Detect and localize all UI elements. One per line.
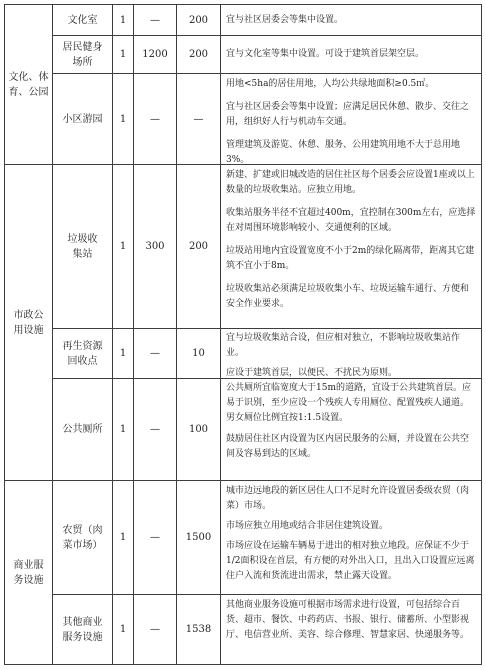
facility-land: — [150,532,160,543]
note-paragraph: 管理建筑及游览、休憩、服务、公用建筑用地不大于总用地3%。 [226,140,461,165]
facility-count: 1 [119,532,127,543]
note-paragraph: 用地<5ha的居住用地，人均公共绿地面积≥0.5㎡。 [226,79,435,89]
note-paragraph: 城市边远地段的新区居住人口不足时允许设置居委级农贸（肉菜）市场。 [226,486,470,511]
category-cell: 文化、体育、公园 [8,71,49,98]
note-paragraph: 公共厕所宜临宽度大于15m的道路，宜设于公共建筑首层。应易于识别，至少应设一个残疾人专用厕位、配置残疾人通道。男女厕位比例宜按1:1.5设置。 [226,383,471,423]
table-right-border [481,4,482,665]
facility-count: 1 [119,49,127,60]
facility-land: 300 [145,241,165,252]
facility-count: 1 [119,14,127,26]
facility-name: 公共厕所 [62,424,103,435]
note-paragraph: 宜与垃圾收集站合设，但应相对独立，不影响垃圾收集站作业。 [226,333,461,358]
note-paragraph: 其他商业服务设施可根据市场需求进行设置，可包括综合百货、超市、餐饮、中药药店、书报、银行、储蓄所、小型影视厅、电信营业所、美容、综合修理、智慧家居、快递服务等。 [226,600,470,640]
facility-area: 200 [188,49,209,60]
facility-count: 1 [119,424,127,435]
facility-notes [226,168,476,312]
facility-count: 1 [119,241,127,252]
facility-name: 农贸（肉菜市场） [62,524,103,551]
note-paragraph: 市场应独立用地或结合非居住建筑设置。 [226,521,389,531]
facility-area: 1500 [185,532,212,543]
facility-area: 100 [188,424,209,435]
facility-land: — [150,424,160,435]
facility-land: — [150,348,160,359]
facility-land: — [150,14,160,26]
facility-name: 其他商业服务设施 [62,616,103,643]
note-paragraph: 宜与社区居委会等集中设置。 [226,14,344,25]
facility-land: — [150,624,160,635]
note-paragraph: 宜与社区居委会等集中设置；应满足居民休憩、散步、交往之用，组织好人行与机动车交通。 [226,102,470,127]
category-cell: 商业服务设施 [13,559,44,586]
category-cell: 市政公用设施 [13,309,44,336]
column-divider [220,4,221,665]
facility-count: 1 [119,348,127,359]
note-paragraph: 垃圾收集站必须满足垃圾收集小车、垃圾运输车通行、方便和安全作业要求。 [226,284,470,309]
facility-notes [226,5,476,35]
facility-notes [226,77,476,168]
note-paragraph: 市场应设在运输车辆易于进出的相对独立地段。应保证不少于1/2面积设在首层，有方便的对外出入口，且出入口设置应远离住户入流和货流进出需求，禁止露天设置。 [226,541,475,581]
facility-area: 10 [192,348,205,359]
note-paragraph: 宜与文化室等集中设置。可设于建筑首层架空层。 [226,49,425,59]
facility-notes [226,598,476,643]
facility-name: 居民健身场所 [62,41,103,68]
note-paragraph: 应设于建筑首层，以便民、不扰民为原则。 [226,368,398,378]
note-paragraph: 新建、扩建或旧城改造的居住社区每个居委会应设置1座或以上数量的垃圾收集站。应独立用地。 [226,170,475,195]
facility-land: — [150,113,160,125]
note-paragraph: 鼓励居住社区内设置为区内居民服务的公厕，并设置在公共空间及容易到达的区域。 [226,434,470,459]
facility-notes [226,36,476,73]
facility-name: 小区游园 [62,113,103,125]
facility-notes [226,484,476,584]
facility-area: 1538 [185,624,212,635]
note-paragraph: 收集站服务半径不宜超过400m，宜控制在300m左右，应选择在对周围环境影响较小、交通便利的区域。 [226,208,476,233]
facility-area: 200 [188,241,209,252]
facility-name: 垃圾收集站 [67,233,98,260]
facility-area: 200 [188,14,209,26]
table-bottom-border [4,664,482,665]
facility-name: 再生资源回收点 [62,340,103,367]
facility-count: 1 [119,624,127,635]
note-paragraph: 垃圾站用地内宜设置宽度不小于2m的绿化隔离带，距离其它建筑不宜小于8m。 [226,246,475,271]
facility-name: 文化室 [67,14,98,26]
facility-area: — [193,113,204,125]
facility-notes [226,381,476,462]
facility-land: 1200 [142,49,168,60]
facility-count: 1 [119,113,127,125]
facility-notes [226,331,476,381]
